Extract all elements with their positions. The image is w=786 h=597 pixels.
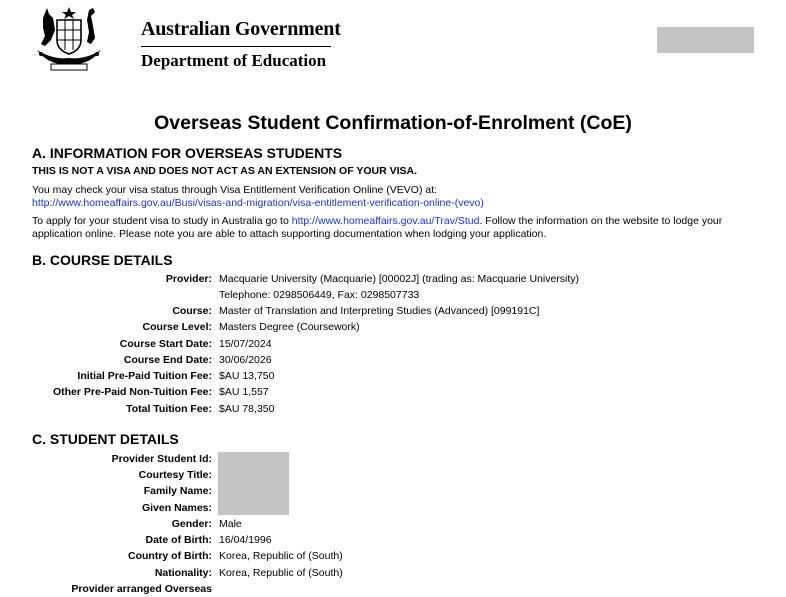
student-detail-row	[0, 548, 700, 564]
field-label: Given Names:	[141, 502, 212, 514]
field-label: Provider Student Id:	[111, 453, 212, 465]
field-label: Country of Birth:	[128, 550, 212, 562]
field-label: Course End Date:	[123, 354, 212, 366]
field-value: $AU 1,557	[219, 386, 269, 398]
field-label: Nationality:	[154, 567, 212, 579]
field-value: 15/07/2024	[219, 338, 272, 350]
student-detail-row	[0, 516, 700, 532]
field-value: 16/04/1996	[219, 534, 272, 546]
header-divider	[141, 46, 331, 47]
redacted-reference-box	[657, 27, 754, 53]
student-detail-row	[0, 532, 700, 548]
course-detail-row	[0, 319, 700, 335]
student-detail-row	[0, 581, 700, 597]
field-label: Family Name:	[143, 485, 212, 497]
student-detail-row	[0, 483, 700, 499]
field-value: Macquarie University (Macquarie) [00002J] (trading as: Macquarie University)	[219, 273, 580, 285]
apply-prefix: To apply for your student visa to study in Australia go to	[32, 215, 292, 227]
course-detail-row	[0, 336, 700, 352]
field-label: Course Start Date:	[119, 338, 212, 350]
student-detail-row	[0, 565, 700, 581]
field-label: Other Pre-Paid Non-Tuition Fee:	[52, 386, 212, 398]
apply-suffix: . Follow the information on the website to lodge your	[479, 215, 723, 227]
page-title: Overseas Student Confirmation-of-Enrolment (CoE)	[154, 112, 632, 134]
vevo-paragraph	[32, 184, 484, 210]
course-detail-row	[0, 271, 700, 287]
course-detail-row	[0, 303, 700, 319]
field-label: Provider arranged Overseas	[71, 583, 212, 595]
apply-paragraph	[32, 215, 722, 241]
section-c-heading: C. STUDENT DETAILS	[32, 431, 179, 447]
document-header	[0, 0, 786, 80]
course-detail-row	[0, 287, 700, 303]
student-detail-row	[0, 467, 700, 483]
course-detail-row	[0, 352, 700, 368]
apply-line-2: application online. Please note you are able to attach supporting documentation when lodging your application.	[32, 228, 547, 240]
course-detail-row	[0, 401, 700, 417]
field-label: Initial Pre-Paid Tuition Fee:	[77, 370, 212, 382]
student-detail-row	[0, 451, 700, 467]
field-label: Provider:	[165, 273, 212, 285]
field-label: Course:	[172, 305, 212, 317]
field-value: Masters Degree (Coursework)	[219, 321, 360, 333]
field-label: Course Level:	[142, 321, 212, 333]
field-value: Male	[219, 518, 242, 530]
field-value: Telephone: 0298506449, Fax: 0298507733	[219, 289, 420, 301]
visa-notice: THIS IS NOT A VISA AND DOES NOT ACT AS AN EXTENSION OF YOUR VISA.	[32, 165, 418, 177]
field-value: Korea, Republic of (South)	[219, 567, 343, 579]
government-name: Australian Government	[141, 18, 341, 40]
field-value: $AU 13,750	[219, 370, 275, 382]
course-detail-row	[0, 368, 700, 384]
student-detail-row	[0, 500, 700, 516]
section-a-heading: A. INFORMATION FOR OVERSEAS STUDENTS	[32, 145, 343, 161]
field-label: Total Tuition Fee:	[126, 403, 212, 415]
field-label: Date of Birth:	[145, 534, 212, 546]
field-label: Courtesy Title:	[138, 469, 212, 481]
vevo-link[interactable]: http://www.homeaffairs.gov.au/Busi/visas-and-migration/visa-entitlement-verification-online-(vevo)	[32, 197, 484, 209]
section-b-heading: B. COURSE DETAILS	[32, 252, 173, 268]
student-visa-link[interactable]: http://www.homeaffairs.gov.au/Trav/Stud	[291, 215, 480, 227]
department-name: Department of Education	[141, 51, 327, 70]
vevo-text: You may check your visa status through Visa Entitlement Verification Online (VEVO) at:	[32, 184, 438, 196]
field-value: Master of Translation and Interpreting Studies (Advanced) [099191C]	[219, 305, 540, 317]
course-detail-row	[0, 384, 700, 400]
coat-of-arms-icon	[33, 4, 105, 72]
field-value: 30/06/2026	[219, 354, 272, 366]
field-value: Korea, Republic of (South)	[219, 550, 343, 562]
redacted-student-identity	[218, 452, 289, 515]
field-value: $AU 78,350	[219, 403, 275, 415]
field-label: Gender:	[171, 518, 212, 530]
